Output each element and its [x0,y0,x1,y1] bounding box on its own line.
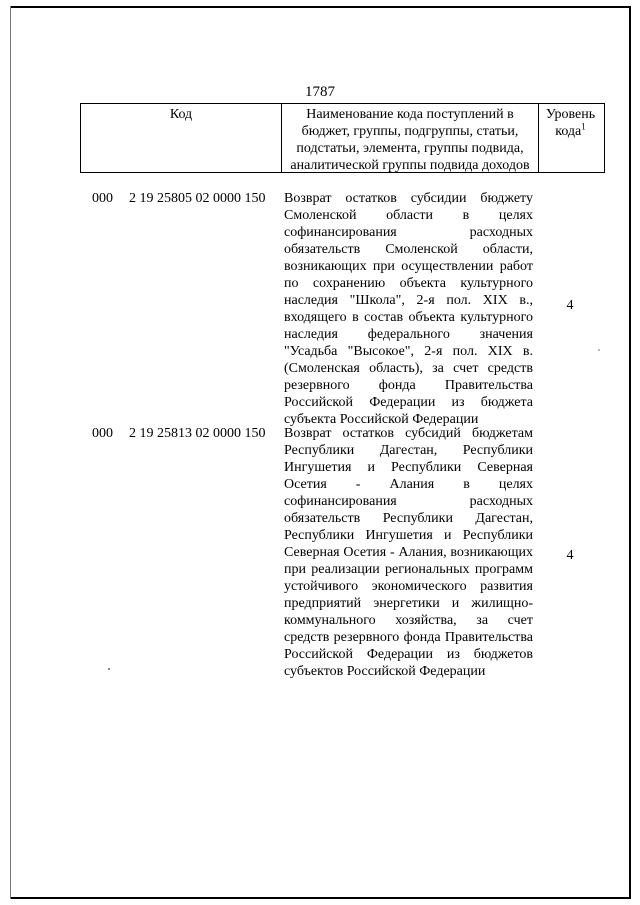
row-name: Возврат остатков субсидий бюджетам Республики Дагестан, Республики Ингушетия и Республики Северная Осетия - Алания в целях софинансирования расходных обязательств Республики Дагестан, Республики Ингушетия и Республики Северная Осетия - Алания, возникающих при реализации региональных программ устойчивого экономического развития предприятий энергетики и жилищно-коммунального хозяйства, за счет средств резервного фонда Правительства Российской Федерации из бюджетов субъектов Российской Федерации [284,426,533,679]
header-code-cell [81,104,282,172]
header-level-label: Уровень кода [545,107,596,139]
row-name: Возврат остатков субсидии бюджету Смоленской области в целях софинансирования расходных обязательств Смоленской области, возникающих при осуществлении работ по сохранению объекта культурного наследия "Школа", 2-я пол. XIX в., входящего в состав объекта культурного наследия федерального значения "Усадьба "Высокое", 2-я пол. XIX в. (Смоленская область), за счет средств резервного фонда Правительства Российской Федерации из бюджета субъекта Российской Федерации [284,191,533,427]
scan-speck [598,349,600,351]
page-number: 1787 [305,84,335,100]
row-level: 4 [566,298,574,313]
scan-speck [108,668,110,670]
scan-frame-right [629,6,631,899]
header-name-cell [282,104,539,172]
scan-frame-top [10,6,630,8]
scan-frame-bottom [10,897,631,899]
scan-frame-left [10,6,11,899]
row-revenue-code: 2 19 25813 02 0000 150 [129,426,266,441]
table-header [80,103,605,173]
header-level-footnote: 1 [581,121,586,132]
header-name-label: Наименование кода поступлений в бюджет, группы, подгруппы, статьи, подстатьи, элемента, группы подвида, аналитической группы подвида доходов [290,107,530,173]
row-admin-code: 000 [92,191,113,206]
row-level: 4 [566,548,574,563]
row-admin-code: 000 [92,426,113,441]
row-revenue-code: 2 19 25805 02 0000 150 [129,191,266,206]
header-level-cell [539,104,602,172]
header-code-label: Код [169,107,193,122]
